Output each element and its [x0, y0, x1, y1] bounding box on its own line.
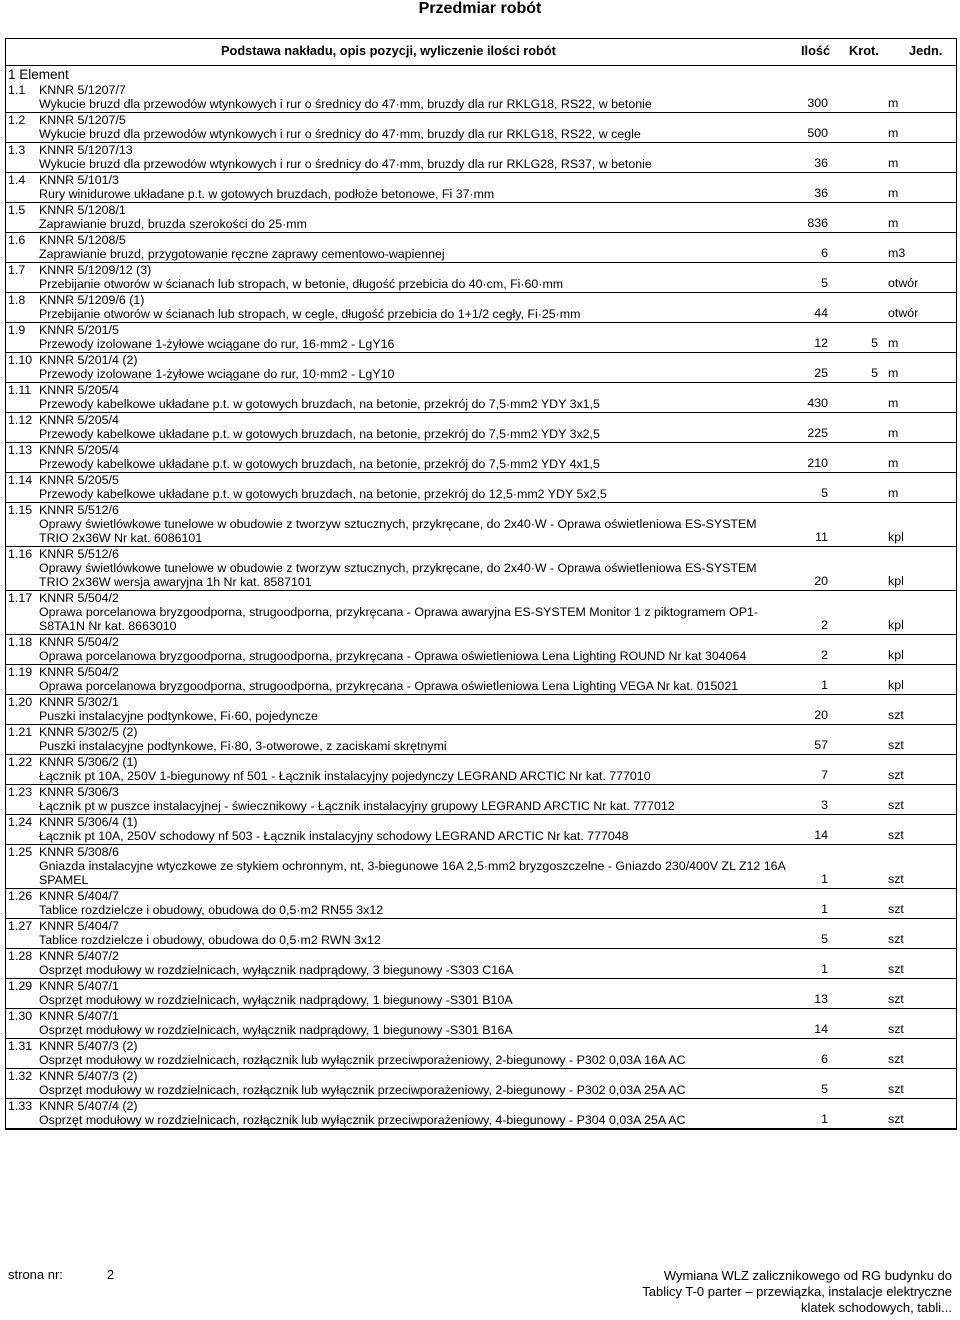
item-quantity: 36 [814, 186, 828, 200]
item-norm-code: KNNR 5/302/1 [39, 695, 119, 709]
item-unit: m [888, 396, 899, 410]
table-row [6, 233, 956, 263]
item-norm-code: KNNR 5/407/4 (2) [39, 1099, 138, 1113]
item-unit: szt [888, 1112, 904, 1126]
section-title: 1 Element [8, 67, 69, 82]
table-row [6, 815, 956, 845]
item-norm-code: KNNR 5/407/3 (2) [39, 1069, 138, 1083]
item-number: 1.13 [8, 443, 33, 457]
item-code-line [6, 263, 956, 277]
item-number: 1.25 [8, 845, 33, 859]
item-unit: szt [888, 798, 904, 812]
item-unit: otwór [888, 306, 919, 320]
item-code-line [6, 1009, 956, 1023]
item-unit: kpl [888, 574, 904, 588]
item-code-line [6, 725, 956, 739]
table-row [6, 473, 956, 503]
item-number: 1.10 [8, 353, 33, 367]
item-unit: szt [888, 992, 904, 1006]
item-description: Oprawa porcelanowa bryzgoodporna, strugoodporna, przykręcana - Oprawa oświetleniowa Lena Lighting VEGA Nr kat. 015021 [39, 679, 739, 693]
item-quantity: 13 [814, 992, 828, 1006]
table-row [6, 83, 956, 113]
header-multiplier: Krot. [849, 43, 879, 58]
table-row [6, 173, 956, 203]
item-unit: m [888, 216, 899, 230]
item-code-line [6, 979, 956, 993]
item-description: Oprawy świetlówkowe tunelowe w obudowie z tworzyw sztucznych, przykręcane, do 2x40·W - Oprawa oświetleniowa ES-SYSTEM TRIO 2x36W Nr kat. 6086101 [39, 517, 757, 545]
item-unit: szt [888, 872, 904, 886]
item-quantity: 44 [814, 306, 828, 320]
item-number: 1.31 [8, 1039, 33, 1053]
item-code-line [6, 591, 956, 605]
item-description: Osprzęt modułowy w rozdzielnicach, rozłącznik lub wyłącznik przeciwporażeniowy, 4-biegunowy - P304 0,03A 25A AC [39, 1113, 686, 1127]
item-unit: szt [888, 708, 904, 722]
item-code-line [6, 665, 956, 679]
item-description: Przewody kabelkowe układane p.t. w gotowych bruzdach, na betonie, przekrój do 12,5·mm2 YDY 5x2,5 [39, 487, 607, 501]
item-quantity: 36 [814, 156, 828, 170]
item-norm-code: KNNR 5/1207/13 [39, 143, 133, 157]
item-code-line [6, 755, 956, 769]
table-row [6, 635, 956, 665]
item-quantity: 11 [815, 530, 828, 544]
item-code-line [6, 233, 956, 247]
item-description: Wykucie bruzd dla przewodów wtynkowych i rur o średnicy do 47·mm, bruzdy dla rur RKLG18, RS22, w betonie [39, 97, 652, 111]
item-description: Łącznik pt w puszce instalacyjnej - świecznikowy - Łącznik instalacyjny grupowy LEGRAND ARCTIC Nr kat. 777012 [39, 799, 675, 813]
table-row [6, 547, 956, 591]
table-row [6, 503, 956, 547]
item-norm-code: KNNR 5/407/1 [39, 1009, 119, 1023]
item-description: Osprzęt modułowy w rozdzielnicach, wyłącznik nadprądowy, 3 biegunowy -S303 C16A [39, 963, 514, 977]
item-norm-code: KNNR 5/1209/6 (1) [39, 293, 145, 307]
item-quantity: 20 [814, 574, 828, 588]
page-label: strona nr: [8, 1267, 63, 1282]
item-unit: m [888, 366, 899, 380]
item-code-line [6, 845, 956, 859]
item-norm-code: KNNR 5/407/1 [39, 979, 119, 993]
item-number: 1.9 [8, 323, 26, 337]
item-norm-code: KNNR 5/306/3 [39, 785, 119, 799]
item-number: 1.15 [8, 503, 33, 517]
item-number: 1.32 [8, 1069, 33, 1083]
item-norm-code: KNNR 5/1207/5 [39, 113, 126, 127]
item-code-line [6, 1069, 956, 1083]
item-norm-code: KNNR 5/504/2 [39, 635, 119, 649]
item-number: 1.19 [8, 665, 33, 679]
item-number: 1.11 [8, 383, 32, 397]
item-norm-code: KNNR 5/504/2 [39, 665, 119, 679]
table-row [6, 979, 956, 1009]
item-code-line [6, 1099, 956, 1113]
item-number: 1.26 [8, 889, 33, 903]
item-quantity: 1 [821, 678, 828, 692]
table-row [6, 293, 956, 323]
item-description: Zaprawianie bruzd, bruzda szerokości do 25·mm [39, 217, 307, 231]
item-description: Przebijanie otworów w ścianach lub stropach, w betonie, długość przebicia do 40·cm, Fi·60·mm [39, 277, 564, 291]
item-description: Tablice rozdzielcze i obudowy, obudowa do 0,5·m2 RWN 3x12 [39, 933, 381, 947]
item-description: Przewody izolowane 1-żyłowe wciągane do rur, 16·mm2 - LgY16 [39, 337, 395, 351]
item-code-line [6, 173, 956, 187]
table-row [6, 949, 956, 979]
item-unit: kpl [888, 648, 904, 662]
item-number: 1.12 [8, 413, 33, 427]
item-description: Łącznik pt 10A, 250V 1-biegunowy nf 501 - Łącznik instalacyjny pojedynczy LEGRAND ARCTIC Nr kat. 777010 [39, 769, 651, 783]
item-code-line [6, 113, 956, 127]
table-row [6, 1039, 956, 1069]
item-norm-code: KNNR 5/205/5 [39, 473, 119, 487]
item-quantity: 5 [821, 932, 828, 946]
item-quantity: 500 [807, 126, 828, 140]
item-norm-code: KNNR 5/101/3 [39, 173, 119, 187]
item-unit: m [888, 186, 899, 200]
item-quantity: 430 [807, 396, 828, 410]
item-number: 1.22 [8, 755, 33, 769]
table-row [6, 785, 956, 815]
item-number: 1.24 [8, 815, 33, 829]
item-quantity: 7 [821, 768, 828, 782]
item-number: 1.28 [8, 949, 33, 963]
item-number: 1.23 [8, 785, 33, 799]
item-unit: szt [888, 1052, 904, 1066]
item-norm-code: KNNR 5/512/6 [39, 547, 119, 561]
item-quantity: 225 [807, 426, 828, 440]
item-norm-code: KNNR 5/302/5 (2) [39, 725, 138, 739]
item-norm-code: KNNR 5/1208/1 [39, 203, 126, 217]
item-quantity: 14 [814, 1022, 828, 1036]
table-row [6, 919, 956, 949]
item-number: 1.1 [8, 83, 26, 97]
item-unit: kpl [888, 618, 904, 632]
item-norm-code: KNNR 5/201/4 (2) [39, 353, 138, 367]
item-unit: szt [888, 828, 904, 842]
table-row [6, 695, 956, 725]
item-number: 1.7 [8, 263, 26, 277]
item-description: Oprawa porcelanowa bryzgoodporna, strugoodporna, przykręcana - Oprawa oświetleniowa Lena Lighting ROUND Nr kat 304064 [39, 649, 747, 663]
table-row [6, 203, 956, 233]
item-number: 1.4 [8, 173, 26, 187]
item-description: Osprzęt modułowy w rozdzielnicach, rozłącznik lub wyłącznik przeciwporażeniowy, 2-biegunowy - P302 0,03A 16A AC [39, 1053, 686, 1067]
item-norm-code: KNNR 5/1208/5 [39, 233, 126, 247]
item-unit: m [888, 156, 899, 170]
item-code-line [6, 293, 956, 307]
item-norm-code: KNNR 5/1209/12 (3) [39, 263, 152, 277]
item-code-line [6, 785, 956, 799]
table-row [6, 323, 956, 353]
project-name-footer: Wymiana WLZ zalicznikowego od RG budynku do Tablicy T-0 parter – przewiązka, instalacje elektryczne klatek schodowych, tabli... [642, 1268, 952, 1315]
item-quantity: 1 [821, 962, 828, 976]
item-quantity: 20 [814, 708, 828, 722]
item-code-line [6, 889, 956, 903]
item-norm-code: KNNR 5/205/4 [39, 383, 119, 397]
item-norm-code: KNNR 5/404/7 [39, 919, 119, 933]
item-description: Osprzęt modułowy w rozdzielnicach, rozłącznik lub wyłącznik przeciwporażeniowy, 2-biegunowy - P302 0,03A 25A AC [39, 1083, 686, 1097]
header-unit: Jedn. [909, 43, 943, 58]
table-row [6, 113, 956, 143]
item-quantity: 1 [821, 902, 828, 916]
item-norm-code: KNNR 5/512/6 [39, 503, 119, 517]
item-description: Osprzęt modułowy w rozdzielnicach, wyłącznik nadprądowy, 1 biegunowy -S301 B16A [39, 1023, 513, 1037]
item-unit: m [888, 336, 899, 350]
item-description: Wykucie bruzd dla przewodów wtynkowych i rur o średnicy do 47·mm, bruzdy dla rur RKLG18, RS22, w cegle [39, 127, 641, 141]
item-unit: m [888, 456, 899, 470]
item-number: 1.2 [8, 113, 26, 127]
item-unit: m [888, 486, 899, 500]
item-code-line [6, 503, 956, 517]
item-code-line [6, 635, 956, 649]
item-code-line [6, 83, 956, 97]
table-row [6, 143, 956, 173]
item-number: 1.33 [8, 1099, 33, 1113]
item-quantity: 2 [821, 648, 828, 662]
item-unit: kpl [888, 530, 904, 544]
item-description: Tablice rozdzielcze i obudowy, obudowa do 0,5·m2 RN55 3x12 [39, 903, 384, 917]
header-description: Podstawa nakładu, opis pozycji, wyliczenie ilości robót [221, 43, 556, 58]
item-quantity: 14 [814, 828, 828, 842]
item-description: Oprawa porcelanowa bryzgoodporna, strugoodporna, przykręcana - Oprawa awaryjna ES-SYSTEM Monitor 1 z piktogramem OP1-S8TA1N Nr kat. 8663010 [39, 605, 758, 633]
item-unit: m [888, 96, 899, 110]
item-unit: otwór [888, 276, 919, 290]
item-quantity: 1 [821, 872, 828, 886]
item-list [6, 83, 956, 1129]
item-unit: szt [888, 962, 904, 976]
table-row [6, 263, 956, 293]
item-unit: m [888, 426, 899, 440]
item-number: 1.21 [8, 725, 33, 739]
header-quantity: Ilość [801, 43, 831, 58]
item-number: 1.30 [8, 1009, 33, 1023]
table-row [6, 443, 956, 473]
item-unit: szt [888, 932, 904, 946]
table-row [6, 665, 956, 695]
item-norm-code: KNNR 5/308/6 [39, 845, 119, 859]
item-code-line [6, 203, 956, 217]
item-description: Przebijanie otworów w ścianach lub stropach, w cegle, długość przebicia do 1+1/2 cegły, Fi·25·mm [39, 307, 581, 321]
item-number: 1.20 [8, 695, 33, 709]
item-number: 1.29 [8, 979, 33, 993]
table-row [6, 1009, 956, 1039]
item-description: Rury winidurowe układane p.t. w gotowych bruzdach, podłoże betonowe, Fi 37·mm [39, 187, 495, 201]
item-quantity: 300 [807, 96, 828, 110]
item-quantity: 25 [814, 366, 828, 380]
item-number: 1.14 [8, 473, 33, 487]
item-quantity: 210 [807, 456, 828, 470]
item-norm-code: KNNR 5/1207/7 [39, 83, 126, 97]
item-code-line [6, 695, 956, 709]
item-unit: m [888, 126, 899, 140]
item-quantity: 2 [821, 618, 828, 632]
item-unit: kpl [888, 678, 904, 692]
item-description: Osprzęt modułowy w rozdzielnicach, wyłącznik nadprądowy, 1 biegunowy -S301 B10A [39, 993, 513, 1007]
item-quantity: 1 [821, 1112, 828, 1126]
item-number: 1.17 [8, 591, 33, 605]
item-norm-code: KNNR 5/504/2 [39, 591, 119, 605]
item-description: Przewody kabelkowe układane p.t. w gotowych bruzdach, na betonie, przekrój do 7,5·mm2 YDY 3x2,5 [39, 427, 600, 441]
item-unit: szt [888, 768, 904, 782]
page-title: Przedmiar robót [418, 0, 542, 17]
item-quantity: 5 [821, 276, 828, 290]
item-code-line [6, 949, 956, 963]
item-description: Wykucie bruzd dla przewodów wtynkowych i rur o średnicy do 47·mm, bruzdy dla rur RKLG28, RS37, w betonie [39, 157, 652, 171]
table-row [6, 1069, 956, 1099]
item-description: Zaprawianie bruzd, przygotowanie ręczne zaprawy cementowo-wapiennej [39, 247, 445, 261]
item-unit: szt [888, 738, 904, 752]
item-code-line [6, 1039, 956, 1053]
item-number: 1.5 [8, 203, 26, 217]
item-multiplier: 5 [871, 336, 878, 350]
item-unit: szt [888, 1082, 904, 1096]
table-row [6, 725, 956, 755]
item-code-line [6, 443, 956, 457]
item-code-line [6, 473, 956, 487]
item-code-line [6, 919, 956, 933]
item-unit: szt [888, 1022, 904, 1036]
item-number: 1.8 [8, 293, 26, 307]
item-code-line [6, 547, 956, 561]
item-number: 1.6 [8, 233, 26, 247]
item-quantity: 5 [821, 486, 828, 500]
item-description: Przewody kabelkowe układane p.t. w gotowych bruzdach, na betonie, przekrój do 7,5·mm2 YDY 3x1,5 [39, 397, 600, 411]
item-description: Puszki instalacyjne podtynkowe, Fi·60, pojedyncze [39, 709, 318, 723]
bill-of-quantities-table [5, 38, 957, 1130]
table-row [6, 889, 956, 919]
page-number-footer [8, 1268, 114, 1282]
item-unit: szt [888, 902, 904, 916]
item-norm-code: KNNR 5/306/4 (1) [39, 815, 138, 829]
item-norm-code: KNNR 5/404/7 [39, 889, 119, 903]
table-header [6, 38, 956, 66]
item-quantity: 6 [821, 246, 828, 260]
item-description: Przewody kabelkowe układane p.t. w gotowych bruzdach, na betonie, przekrój do 7,5·mm2 YDY 4x1,5 [39, 457, 600, 471]
table-row [6, 755, 956, 785]
item-norm-code: KNNR 5/205/4 [39, 413, 119, 427]
item-code-line [6, 323, 956, 337]
item-norm-code: KNNR 5/407/3 (2) [39, 1039, 138, 1053]
item-code-line [6, 413, 956, 427]
item-quantity: 57 [814, 738, 828, 752]
item-quantity: 5 [821, 1082, 828, 1096]
item-code-line [6, 815, 956, 829]
item-quantity: 3 [821, 798, 828, 812]
item-number: 1.18 [8, 635, 33, 649]
item-code-line [6, 353, 956, 367]
table-row [6, 383, 956, 413]
item-quantity: 836 [807, 216, 828, 230]
table-row [6, 591, 956, 635]
item-number: 1.16 [8, 547, 33, 561]
item-description: Gniazda instalacyjne wtyczkowe ze stykiem ochronnym, nt, 3-biegunowe 16A 2,5·mm2 bryzgoszczelne - Gniazdo 230/400V ZL Z12 16A SPAMEL [39, 859, 786, 887]
table-row [6, 845, 956, 889]
item-description: Łącznik pt 10A, 250V schodowy nf 503 - Łącznik instalacyjny schodowy LEGRAND ARCTIC Nr kat. 777048 [39, 829, 629, 843]
item-number: 1.27 [8, 919, 33, 933]
item-quantity: 6 [821, 1052, 828, 1066]
item-norm-code: KNNR 5/205/4 [39, 443, 119, 457]
item-unit: m3 [888, 246, 906, 260]
table-row [6, 413, 956, 443]
page-number: 2 [106, 1267, 115, 1282]
item-norm-code: KNNR 5/306/2 (1) [39, 755, 138, 769]
item-description: Oprawy świetlówkowe tunelowe w obudowie z tworzyw sztucznych, przykręcane, do 2x40·W - Oprawa oświetleniowa ES-SYSTEM TRIO 2x36W wersja awaryjna 1h Nr kat. 8587101 [39, 561, 757, 589]
item-quantity: 12 [814, 336, 828, 350]
item-description: Przewody izolowane 1-żyłowe wciągane do rur, 10·mm2 - LgY10 [39, 367, 395, 381]
table-row [6, 1099, 956, 1129]
item-norm-code: KNNR 5/407/2 [39, 949, 119, 963]
item-code-line [6, 383, 956, 397]
item-multiplier: 5 [871, 366, 878, 380]
item-norm-code: KNNR 5/201/5 [39, 323, 119, 337]
item-description: Puszki instalacyjne podtynkowe, Fi·80, 3-otworowe, z zaciskami skrętnymi [39, 739, 447, 753]
item-code-line [6, 143, 956, 157]
item-number: 1.3 [8, 143, 26, 157]
table-row [6, 353, 956, 383]
